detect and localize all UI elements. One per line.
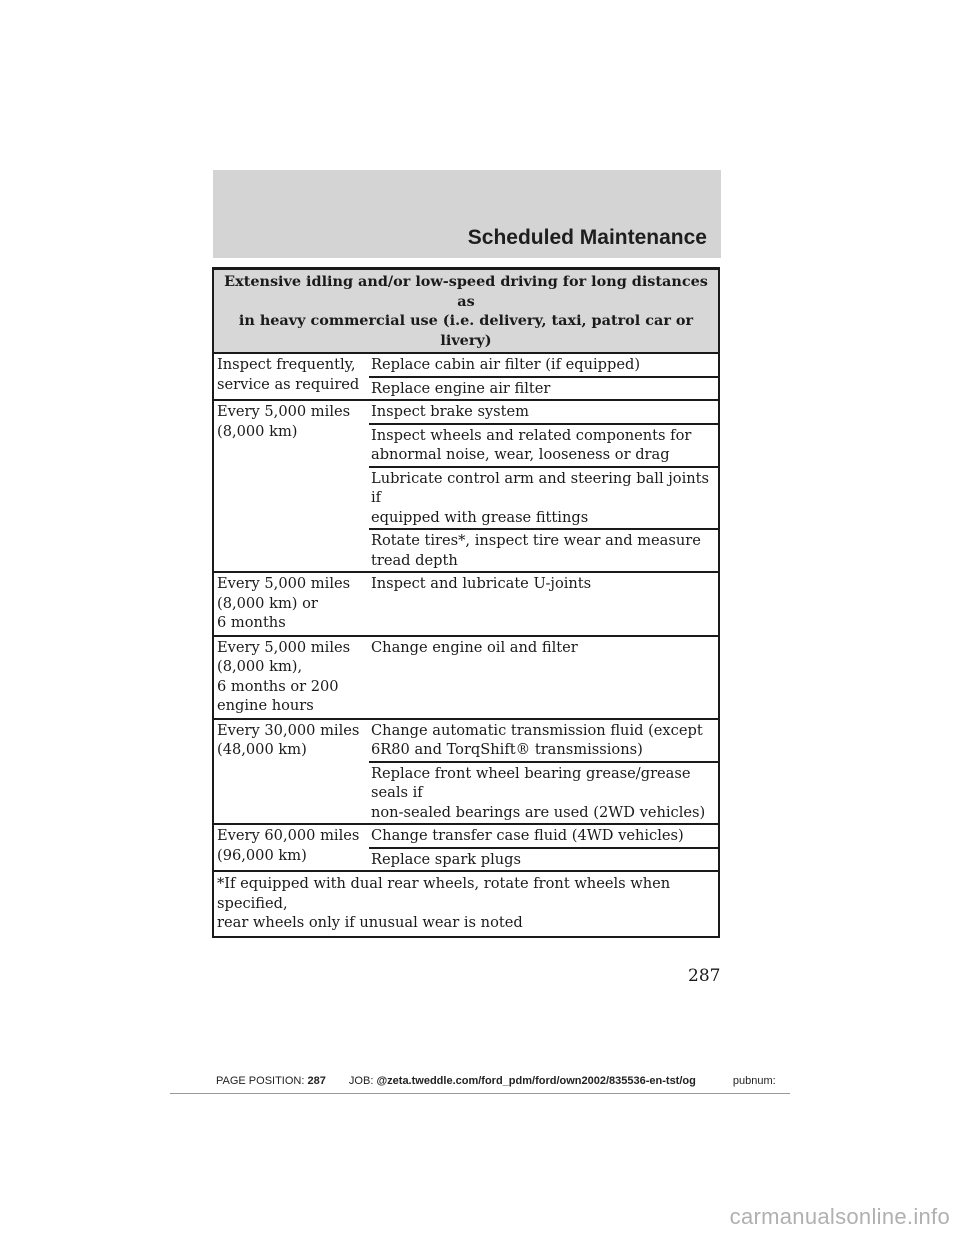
task-cell: [369, 423, 718, 466]
interval-line: (8,000 km): [217, 422, 298, 440]
interval-cell: [214, 354, 369, 399]
interval-line: 6 months or 200: [217, 677, 339, 695]
table-heading-line: Extensive idling and/or low-speed driving for long distances as: [224, 273, 708, 310]
interval-line: Every 5,000 miles: [217, 403, 351, 420]
task-list: [369, 720, 718, 824]
interval-line: (8,000 km),: [217, 658, 303, 675]
table-heading: [214, 270, 718, 354]
task-line: non-sealed bearings are used (2WD vehicles): [371, 803, 706, 821]
print-footer: [216, 1075, 776, 1087]
site-watermark: carmanualsonline.info: [729, 1204, 950, 1229]
task-line: equipped with grease fittings: [371, 508, 589, 526]
table-row: [214, 823, 718, 870]
task-cell: [369, 637, 718, 718]
task-line: tread depth: [371, 551, 458, 569]
footer-job-value: @zeta.tweddle.com/ford_pdm/ford/own2002/835536-en-tst/og: [376, 1075, 696, 1087]
table-row: [214, 718, 718, 824]
task-line: Inspect brake system: [371, 403, 530, 420]
interval-line: (8,000 km) or: [217, 594, 318, 612]
interval-line: (48,000 km): [217, 741, 307, 758]
footer-rule: [170, 1093, 790, 1094]
task-line: Inspect and lubricate U-joints: [371, 575, 592, 592]
interval-cell: [214, 401, 369, 571]
task-line: Replace engine air filter: [371, 379, 551, 397]
maintenance-table: [212, 267, 720, 938]
footer-position-label: PAGE POSITION:: [216, 1075, 305, 1087]
table-row: [214, 354, 718, 399]
task-cell: [369, 761, 718, 824]
interval-line: engine hours: [217, 697, 314, 714]
task-line: Replace front wheel bearing grease/grease seals if: [371, 764, 691, 801]
interval-cell: [214, 825, 369, 870]
footer-job-label: JOB:: [348, 1075, 374, 1087]
interval-cell: [214, 637, 369, 718]
interval-cell: [214, 720, 369, 824]
footnote-line: *If equipped with dual rear wheels, rotate front wheels when specified,: [217, 875, 671, 912]
task-line: 6R80 and TorqShift® transmissions): [371, 741, 643, 758]
task-line: abnormal noise, wear, looseness or drag: [371, 446, 670, 463]
task-line: Inspect wheels and related components for: [371, 426, 692, 444]
section-title: Scheduled Maintenance: [467, 226, 707, 249]
interval-line: Every 5,000 miles: [217, 575, 351, 592]
interval-line: Inspect frequently,: [217, 356, 356, 373]
task-list: [369, 354, 718, 399]
task-list: [369, 401, 718, 571]
footer-pubnum-label: pubnum:: [732, 1075, 776, 1087]
footnote-line: rear wheels only if unusual wear is noted: [217, 914, 523, 931]
table-footnote: [214, 870, 718, 936]
task-cell: [369, 847, 718, 871]
interval-line: service as required: [217, 375, 360, 393]
table-heading-line: in heavy commercial use (i.e. delivery, taxi, patrol car or livery): [238, 312, 694, 349]
task-cell: [369, 376, 718, 400]
interval-line: Every 5,000 miles: [217, 638, 351, 656]
task-cell: [369, 720, 718, 761]
interval-line: 6 months: [217, 614, 286, 631]
task-line: Rotate tires*, inspect tire wear and measure: [371, 532, 701, 549]
task-list: [369, 825, 718, 870]
task-line: Lubricate control arm and steering ball joints if: [371, 469, 710, 506]
page-number: 287: [688, 966, 721, 986]
interval-line: (96,000 km): [217, 846, 307, 864]
section-header-band: [213, 170, 721, 258]
task-cell: [369, 825, 718, 847]
task-cell: [369, 401, 718, 423]
table-row: [214, 399, 718, 571]
task-list: [369, 573, 718, 635]
footer-position-value: 287: [307, 1075, 326, 1087]
task-line: Replace cabin air filter (if equipped): [371, 356, 641, 373]
table-row: [214, 635, 718, 718]
interval-cell: [214, 573, 369, 635]
interval-line: Every 30,000 miles: [217, 721, 360, 739]
task-line: Change engine oil and filter: [371, 638, 578, 656]
table-row: [214, 571, 718, 635]
task-line: Change automatic transmission fluid (except: [371, 721, 703, 739]
task-cell: [369, 528, 718, 571]
task-cell: [369, 573, 718, 635]
interval-line: Every 60,000 miles: [217, 827, 360, 844]
task-line: Replace spark plugs: [371, 850, 522, 868]
task-line: Change transfer case fluid (4WD vehicles): [371, 827, 684, 844]
task-cell: [369, 466, 718, 529]
task-list: [369, 637, 718, 718]
task-cell: [369, 354, 718, 376]
table-body: [214, 354, 718, 870]
